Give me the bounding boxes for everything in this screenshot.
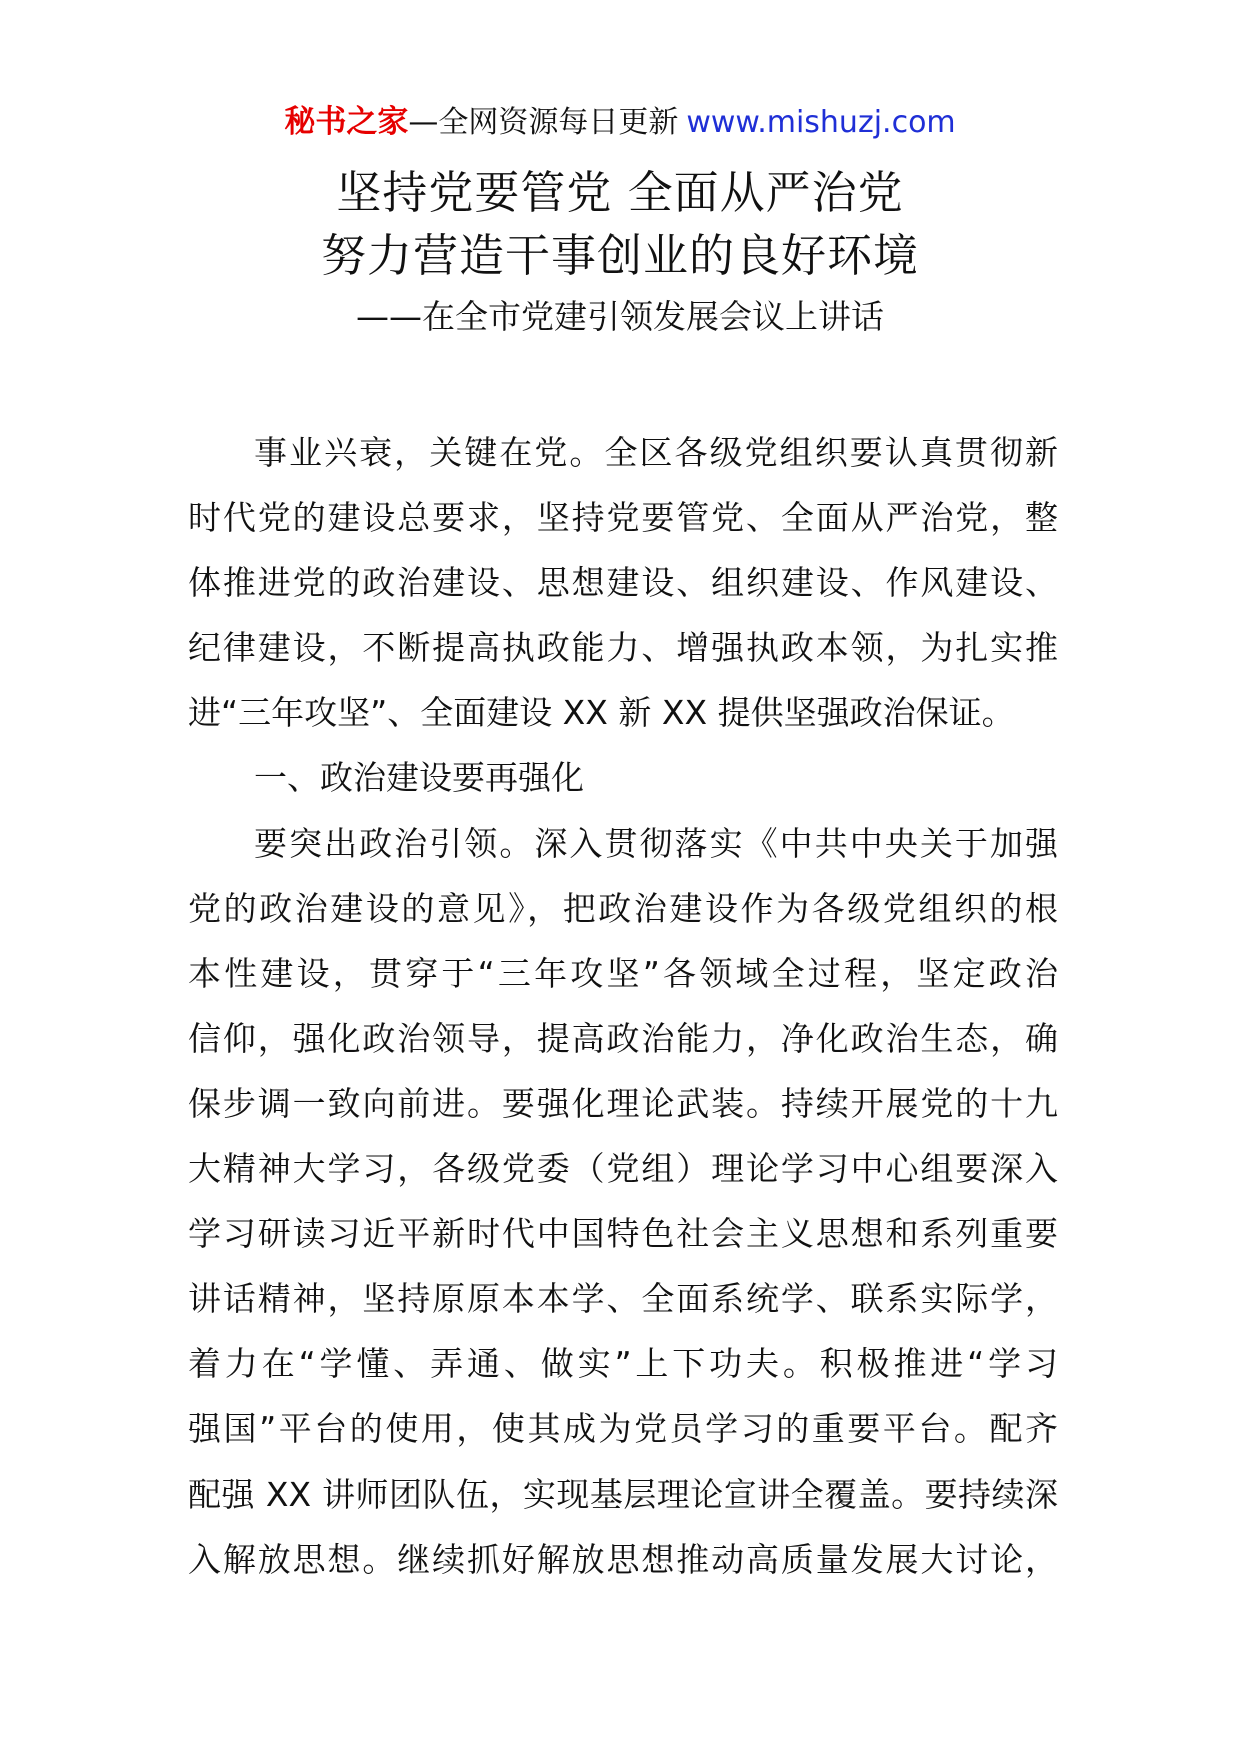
body-line: 大精神大学习，各级党委（党组）理论学习中心组要深入 xyxy=(188,1149,1058,1189)
body-line: 本性建设，贯穿于“三年攻坚”各领域全过程，坚定政治 xyxy=(188,953,1058,993)
body-line: 进“三年攻坚”、全面建设 XX 新 XX 提供坚强政治保证。 xyxy=(188,693,1015,733)
body-line: 强国”平台的使用，使其成为党员学习的重要平台。配齐 xyxy=(188,1409,1058,1449)
body-line: 纪律建设，不断提高执政能力、增强执政本领，为扎实推 xyxy=(188,628,1058,668)
body-line: 事业兴衰，关键在党。全区各级党组织要认真贯彻新 xyxy=(254,433,1058,472)
body-line: 信仰，强化政治领导，提高政治能力，净化政治生态，确 xyxy=(188,1018,1058,1058)
body-line: 入解放思想。继续抓好解放思想推动高质量发展大讨论， xyxy=(188,1539,1058,1579)
document-body xyxy=(188,420,1058,1592)
document-subtitle: ——在全市党建引领发展会议上讲话 xyxy=(356,297,884,336)
body-line: 保步调一致向前进。要强化理论武装。持续开展党的十九 xyxy=(188,1083,1058,1123)
body-line: 党的政治建设的意见》，把政治建设作为各级党组织的根 xyxy=(188,888,1058,928)
site-url-link[interactable]: www.mishuzj.com xyxy=(686,105,956,140)
document-title-line-1: 坚持党要管党 全面从严治党 xyxy=(336,166,904,219)
body-line: 配强 XX 讲师团队伍，实现基层理论宣讲全覆盖。要持续深 xyxy=(188,1474,1058,1514)
site-brand: 秘书之家 xyxy=(284,104,409,140)
section-heading: 一、政治建设要再强化 xyxy=(254,758,584,798)
body-line: 体推进党的政治建设、思想建设、组织建设、作风建设、 xyxy=(188,563,1058,603)
body-line: 着力在“学懂、弄通、做实”上下功夫。积极推进“学习 xyxy=(188,1344,1058,1384)
watermark-header xyxy=(0,100,1240,145)
body-line: 学习研读习近平新时代中国特色社会主义思想和系列重要 xyxy=(188,1214,1058,1254)
body-line: 讲话精神，坚持原原本本学、全面系统学、联系实际学， xyxy=(188,1279,1058,1319)
document-title-line-2: 努力营造干事创业的良好环境 xyxy=(320,229,919,282)
site-tagline: —全网资源每日更新 xyxy=(408,105,679,140)
body-line: 要突出政治引领。深入贯彻落实《中共中央关于加强 xyxy=(254,823,1058,863)
body-line: 时代党的建设总要求，坚持党要管党、全面从严治党，整 xyxy=(188,498,1058,538)
